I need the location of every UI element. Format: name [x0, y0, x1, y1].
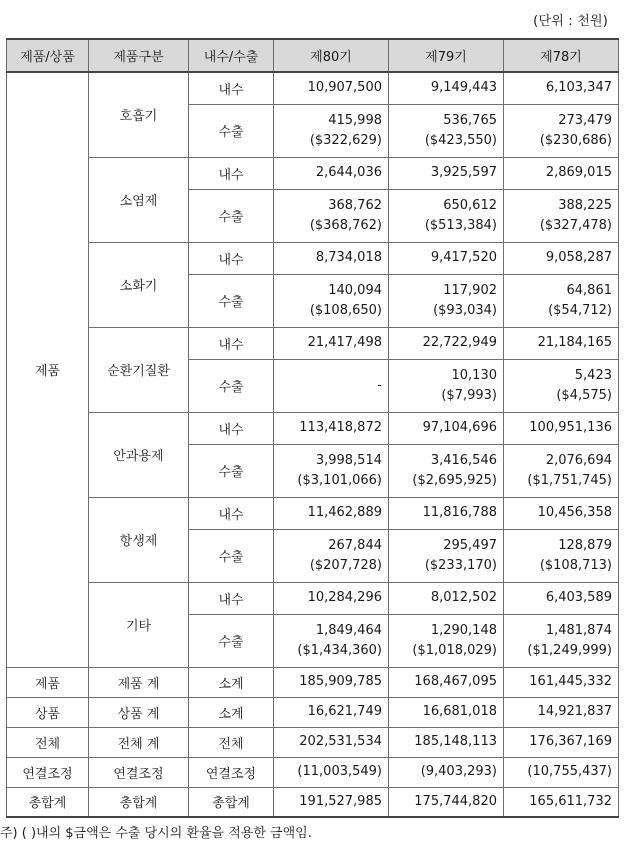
value-cell: 10,284,296 — [274, 582, 389, 614]
krw-value: 2,076,694 — [545, 452, 612, 468]
krw-value: 117,902 — [443, 282, 497, 298]
header-cell: 제80기 — [274, 39, 389, 72]
value-cell: 21,184,165 — [504, 327, 619, 359]
header-cell: 제품/상품 — [7, 39, 89, 72]
krw-value: 267,844 — [328, 537, 382, 553]
total-label: 제품 계 — [89, 667, 189, 697]
market-label: 내수 — [189, 72, 274, 104]
value-cell — [504, 359, 619, 412]
table-row — [7, 72, 619, 104]
value-cell — [389, 614, 504, 667]
market-label: 내수 — [189, 327, 274, 359]
table-row — [7, 242, 619, 274]
unit-label: (단위 : 천원) — [533, 14, 608, 29]
usd-value: ($233,170) — [424, 557, 497, 573]
krw-value: 273,479 — [558, 112, 612, 128]
value-cell: 185,148,113 — [389, 727, 504, 757]
krw-value: 1,290,148 — [430, 622, 497, 638]
table-row — [7, 157, 619, 189]
value-cell — [504, 614, 619, 667]
value-cell: 161,445,332 — [504, 667, 619, 697]
usd-value: ($327,478) — [539, 217, 612, 233]
value-cell: 2,644,036 — [274, 157, 389, 189]
krw-value: 650,612 — [443, 197, 497, 213]
product-name: 소화기 — [89, 242, 189, 327]
header-cell: 제79기 — [389, 39, 504, 72]
krw-value: 3,416,546 — [430, 452, 497, 468]
value-cell: 8,012,502 — [389, 582, 504, 614]
value-cell: 10,456,358 — [504, 497, 619, 529]
value-cell — [274, 189, 389, 242]
value-cell: 10,907,500 — [274, 72, 389, 104]
usd-value: ($1,018,029) — [412, 642, 497, 658]
value-cell — [504, 444, 619, 497]
krw-value: 64,861 — [566, 282, 612, 298]
value-cell: 185,909,785 — [274, 667, 389, 697]
product-name: 항생제 — [89, 497, 189, 582]
total-row — [7, 667, 619, 697]
total-label: 전체 계 — [89, 727, 189, 757]
value-cell: 14,921,837 — [504, 697, 619, 727]
value-cell: 11,462,889 — [274, 497, 389, 529]
market-label: 내수 — [189, 582, 274, 614]
value-cell: 165,611,732 — [504, 787, 619, 817]
usd-value: ($108,650) — [309, 302, 382, 318]
value-cell — [504, 189, 619, 242]
usd-value: ($230,686) — [539, 132, 612, 148]
value-cell: 8,734,018 — [274, 242, 389, 274]
table-body — [7, 72, 619, 817]
value-cell: 168,467,095 — [389, 667, 504, 697]
value-cell — [389, 444, 504, 497]
usd-value: ($513,384) — [424, 217, 497, 233]
total-category: 전체 — [7, 727, 89, 757]
krw-value: 128,879 — [558, 537, 612, 553]
value-cell — [504, 104, 619, 157]
krw-value: 295,497 — [443, 537, 497, 553]
usd-value: ($1,249,999) — [527, 642, 612, 658]
market-label: 내수 — [189, 497, 274, 529]
value-cell: 2,869,015 — [504, 157, 619, 189]
total-row — [7, 787, 619, 817]
total-category: 상품 — [7, 697, 89, 727]
header-row — [7, 39, 619, 72]
value-cell: 176,367,169 — [504, 727, 619, 757]
total-type: 총합계 — [189, 787, 274, 817]
usd-value: ($108,713) — [539, 557, 612, 573]
market-label: 내수 — [189, 242, 274, 274]
value-cell — [389, 359, 504, 412]
krw-value: 1,481,874 — [545, 622, 612, 638]
value-cell — [274, 104, 389, 157]
value-cell — [504, 274, 619, 327]
krw-value: 415,998 — [328, 112, 382, 128]
product-name: 안과용제 — [89, 412, 189, 497]
total-row — [7, 697, 619, 727]
value-cell: 175,744,820 — [389, 787, 504, 817]
market-label: 수출 — [189, 529, 274, 582]
usd-value: ($423,550) — [424, 132, 497, 148]
usd-value: ($54,712) — [548, 302, 612, 318]
krw-value: 388,225 — [558, 197, 612, 213]
value-cell — [274, 529, 389, 582]
value-cell: (10,755,437) — [504, 757, 619, 787]
value-cell: 202,531,534 — [274, 727, 389, 757]
value-cell: 16,681,018 — [389, 697, 504, 727]
total-row — [7, 727, 619, 757]
table-row — [7, 497, 619, 529]
krw-value: 3,998,514 — [315, 452, 382, 468]
footnote: 주) ( )내의 $금액은 수출 당시의 환율을 적용한 금액임. — [0, 826, 312, 841]
krw-value: 1,849,464 — [315, 622, 382, 638]
header-cell: 내수/수출 — [189, 39, 274, 72]
market-label: 수출 — [189, 614, 274, 667]
product-name: 기타 — [89, 582, 189, 667]
krw-value: 5,423 — [574, 367, 612, 383]
value-cell: (11,003,549) — [274, 757, 389, 787]
market-label: 수출 — [189, 189, 274, 242]
product-name: 호흡기 — [89, 72, 189, 157]
krw-value: 140,094 — [328, 282, 382, 298]
value-cell: 191,527,985 — [274, 787, 389, 817]
market-label: 수출 — [189, 104, 274, 157]
usd-value: ($4,575) — [556, 387, 612, 403]
section-label: 제품 — [7, 72, 89, 667]
value-cell: 6,403,589 — [504, 582, 619, 614]
usd-value: ($93,034) — [433, 302, 497, 318]
total-label: 연결조정 — [89, 757, 189, 787]
total-label: 상품 계 — [89, 697, 189, 727]
value-cell — [389, 104, 504, 157]
krw-value: 368,762 — [328, 197, 382, 213]
table-row — [7, 327, 619, 359]
usd-value: ($322,629) — [309, 132, 382, 148]
total-type: 연결조정 — [189, 757, 274, 787]
usd-value: ($1,434,360) — [297, 642, 382, 658]
sales-table — [6, 38, 619, 818]
market-label: 내수 — [189, 157, 274, 189]
total-type: 소계 — [189, 697, 274, 727]
value-cell — [389, 529, 504, 582]
usd-value: ($1,751,745) — [527, 472, 612, 488]
total-category: 연결조정 — [7, 757, 89, 787]
table-row — [7, 582, 619, 614]
total-category: 총합계 — [7, 787, 89, 817]
value-cell: 100,951,136 — [504, 412, 619, 444]
value-cell: 9,149,443 — [389, 72, 504, 104]
total-category: 제품 — [7, 667, 89, 697]
total-type: 소계 — [189, 667, 274, 697]
value-cell — [274, 274, 389, 327]
usd-value: ($3,101,066) — [297, 472, 382, 488]
value-cell — [274, 444, 389, 497]
usd-value: ($7,993) — [441, 387, 497, 403]
total-type: 전체 — [189, 727, 274, 757]
product-name: 순환기질환 — [89, 327, 189, 412]
krw-value: 536,765 — [443, 112, 497, 128]
market-label: 수출 — [189, 359, 274, 412]
krw-value: - — [377, 377, 382, 393]
market-label: 수출 — [189, 444, 274, 497]
usd-value: ($207,728) — [309, 557, 382, 573]
value-cell: 21,417,498 — [274, 327, 389, 359]
value-cell — [504, 529, 619, 582]
market-label: 내수 — [189, 412, 274, 444]
value-cell: 3,925,597 — [389, 157, 504, 189]
value-cell: 9,417,520 — [389, 242, 504, 274]
usd-value: ($368,762) — [309, 217, 382, 233]
value-cell — [389, 189, 504, 242]
value-cell: 11,816,788 — [389, 497, 504, 529]
total-label: 총합계 — [89, 787, 189, 817]
total-row — [7, 757, 619, 787]
product-name: 소염제 — [89, 157, 189, 242]
usd-value: ($2,695,925) — [412, 472, 497, 488]
value-cell — [274, 614, 389, 667]
header-cell: 제78기 — [504, 39, 619, 72]
value-cell: 9,058,287 — [504, 242, 619, 274]
value-cell: 97,104,696 — [389, 412, 504, 444]
table-row — [7, 412, 619, 444]
value-cell: (9,403,293) — [389, 757, 504, 787]
market-label: 수출 — [189, 274, 274, 327]
value-cell: 22,722,949 — [389, 327, 504, 359]
krw-value: 10,130 — [451, 367, 497, 383]
value-cell — [389, 274, 504, 327]
value-cell: 16,621,749 — [274, 697, 389, 727]
header-cell: 제품구분 — [89, 39, 189, 72]
value-cell: 113,418,872 — [274, 412, 389, 444]
value-cell: 6,103,347 — [504, 72, 619, 104]
value-cell — [274, 359, 389, 412]
